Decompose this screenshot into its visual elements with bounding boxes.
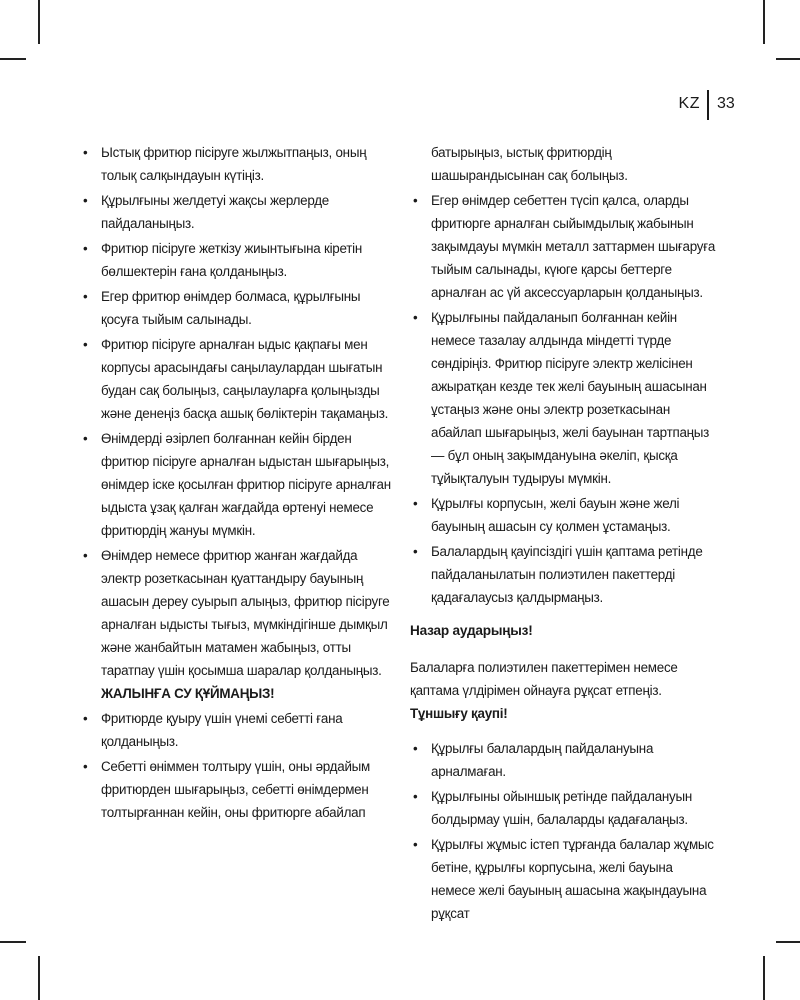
attention-heading: Назар аударыңыз! bbox=[410, 623, 533, 638]
list-item-text: Себетті өніммен толтыру үшін, оны әрдайым фритюрден шығарыңыз, себетті өнімдермен толтырғаннан кейін, оны фритюрге абайлап bbox=[101, 759, 371, 820]
left-column bbox=[80, 141, 396, 826]
warning-text: Тұншығу қаупі! bbox=[410, 706, 508, 721]
list-item bbox=[80, 285, 396, 331]
list-item bbox=[410, 189, 720, 304]
bullet-icon: • bbox=[83, 241, 88, 256]
header-divider bbox=[707, 90, 709, 120]
language-code: KZ bbox=[678, 95, 700, 112]
crop-mark bbox=[0, 941, 26, 943]
crop-mark bbox=[776, 58, 800, 60]
list-item bbox=[410, 540, 720, 609]
crop-mark bbox=[776, 941, 800, 943]
crop-mark bbox=[38, 0, 40, 44]
safety-list bbox=[410, 189, 720, 609]
crop-mark bbox=[38, 956, 40, 1000]
bullet-icon: • bbox=[413, 741, 418, 756]
continued-text: батырыңыз, ыстық фритюрдің шашырандысынан сақ болыңыз. bbox=[431, 145, 628, 183]
list-item-text: Құрылғыны пайдаланып болғаннан кейін немесе тазалау алдында міндетті түрде сөндіріңіз. Фритюр пісіруге электр желісінен ажыратқан кезде тек желі бауының ашасынан ұстаңыз және оны электр розеткасынан абайлап шығарыңыз, желі бауынан тартпаңыз — бұл оның зақымдануына әкеліп, қысқа тұйықталуын тудыруы мүмкін. bbox=[431, 310, 710, 486]
bullet-icon: • bbox=[413, 544, 418, 559]
list-item bbox=[80, 333, 396, 425]
bullet-icon: • bbox=[83, 711, 88, 726]
safety-list bbox=[80, 141, 396, 824]
list-item bbox=[80, 544, 396, 705]
list-item-text: Құрылғыны ойыншық ретінде пайдалануын болдырмау үшін, балаларды қадағалаңыз. bbox=[431, 789, 693, 827]
child-safety-list bbox=[410, 737, 720, 925]
list-item bbox=[80, 755, 396, 824]
list-item bbox=[80, 141, 396, 187]
list-item bbox=[410, 833, 720, 925]
bullet-icon: • bbox=[83, 431, 88, 446]
list-item-text: Ыстық фритюр пісіруге жылжытпаңыз, оның толық салқындауын күтіңіз. bbox=[101, 145, 367, 183]
bullet-icon: • bbox=[413, 789, 418, 804]
bullet-icon: • bbox=[413, 496, 418, 511]
list-item-text: Құрылғы балалардың пайдалануына арналмаған. bbox=[431, 741, 654, 779]
bullet-icon: • bbox=[83, 548, 88, 563]
warning-text: ЖАЛЫНҒА СУ ҚҰЙМАҢЫЗ! bbox=[101, 686, 275, 701]
crop-mark bbox=[763, 0, 765, 44]
right-column bbox=[410, 141, 720, 927]
list-item-text: Құрылғыны желдетуі жақсы жерлерде пайдаланыңыз. bbox=[101, 193, 330, 231]
list-item bbox=[80, 237, 396, 283]
list-item bbox=[410, 306, 720, 490]
list-item-text: Фритюр пісіруге жеткізу жиынтығына кіретін бөлшектерін ғана қолданыңыз. bbox=[101, 241, 362, 279]
bullet-icon: • bbox=[83, 193, 88, 208]
crop-mark bbox=[0, 58, 26, 60]
list-item-text: Өнімдерді әзірлеп болғаннан кейін бірден фритюр пісіруге арналған ыдыстан шығарыңыз, өнімдер іске қосылған фритюр пісіруге арналған ыдыста ұзақ қалған жағдайда өртенуі немесе фритюрдің жануы мүмкін. bbox=[101, 431, 391, 538]
bullet-icon: • bbox=[83, 337, 88, 352]
list-item bbox=[80, 427, 396, 542]
list-item-text: Егер фритюр өнімдер болмаса, құрылғыны қосуға тыйым салынады. bbox=[101, 289, 361, 327]
list-item-text: Фритюр пісіруге арналған ыдыс қақпағы мен корпусы арасындағы саңылаулардан шығатын будан сақ болыңыз, саңылауларға қолыңызды және денеңіз басқа ашық бөліктерін тақамаңыз. bbox=[101, 337, 389, 421]
list-item-text: Балалардың қауіпсіздігі үшін қаптама ретінде пайдаланылатын полиэтилен пакеттерді қадағалаусыз қалдырмаңыз. bbox=[431, 544, 703, 605]
list-item-text: Өнімдер немесе фритюр жанған жағдайда электр розеткасынан қуаттандыру бауының ашасын дереу суырып алыңыз, фритюр пісіруге арналған ыдысты тығыз, мүмкіндігінше дымқыл және жанбайтын матамен жабыңыз, отты таратпау үшін қосымша шаралар қолданыңыз. bbox=[101, 548, 390, 678]
list-item-text: Құрылғы корпусын, желі бауын және желі бауының ашасын су қолмен ұстамаңыз. bbox=[431, 496, 680, 534]
crop-mark bbox=[763, 956, 765, 1000]
bullet-icon: • bbox=[413, 310, 418, 325]
list-item-text: Құрылғы жұмыс істеп тұрғанда балалар жұмыс бетіне, құрылғы корпусына, желі бауына немесе желі бауының ашасына жақындауына рұқсат bbox=[431, 837, 714, 921]
bullet-icon: • bbox=[413, 837, 418, 852]
attention-paragraph bbox=[410, 656, 720, 725]
list-item-text: Егер өнімдер себеттен түсіп қалса, оларды фритюрге арналған сыйымдылық жабынын зақымдауы мүмкін металл заттармен шығаруға тыйым салынады, күюге қарсы беттерге арналған ас үй аксессуарларын қолданыңыз. bbox=[431, 193, 716, 300]
list-item bbox=[410, 737, 720, 783]
bullet-icon: • bbox=[83, 759, 88, 774]
bullet-icon: • bbox=[83, 145, 88, 160]
page-header bbox=[670, 90, 750, 120]
list-item bbox=[80, 707, 396, 753]
list-item bbox=[410, 492, 720, 538]
list-item bbox=[80, 189, 396, 235]
attention-text: Балаларға полиэтилен пакеттерімен немесе қаптама үлдірімен ойнауға рұқсат етпеңіз. bbox=[410, 660, 678, 698]
bullet-icon: • bbox=[83, 289, 88, 304]
bullet-icon: • bbox=[413, 193, 418, 208]
list-item bbox=[410, 785, 720, 831]
page-number: 33 bbox=[717, 95, 735, 112]
list-item-text: Фритюрде қуыру үшін үнемі себетті ғана қолданыңыз. bbox=[101, 711, 343, 749]
